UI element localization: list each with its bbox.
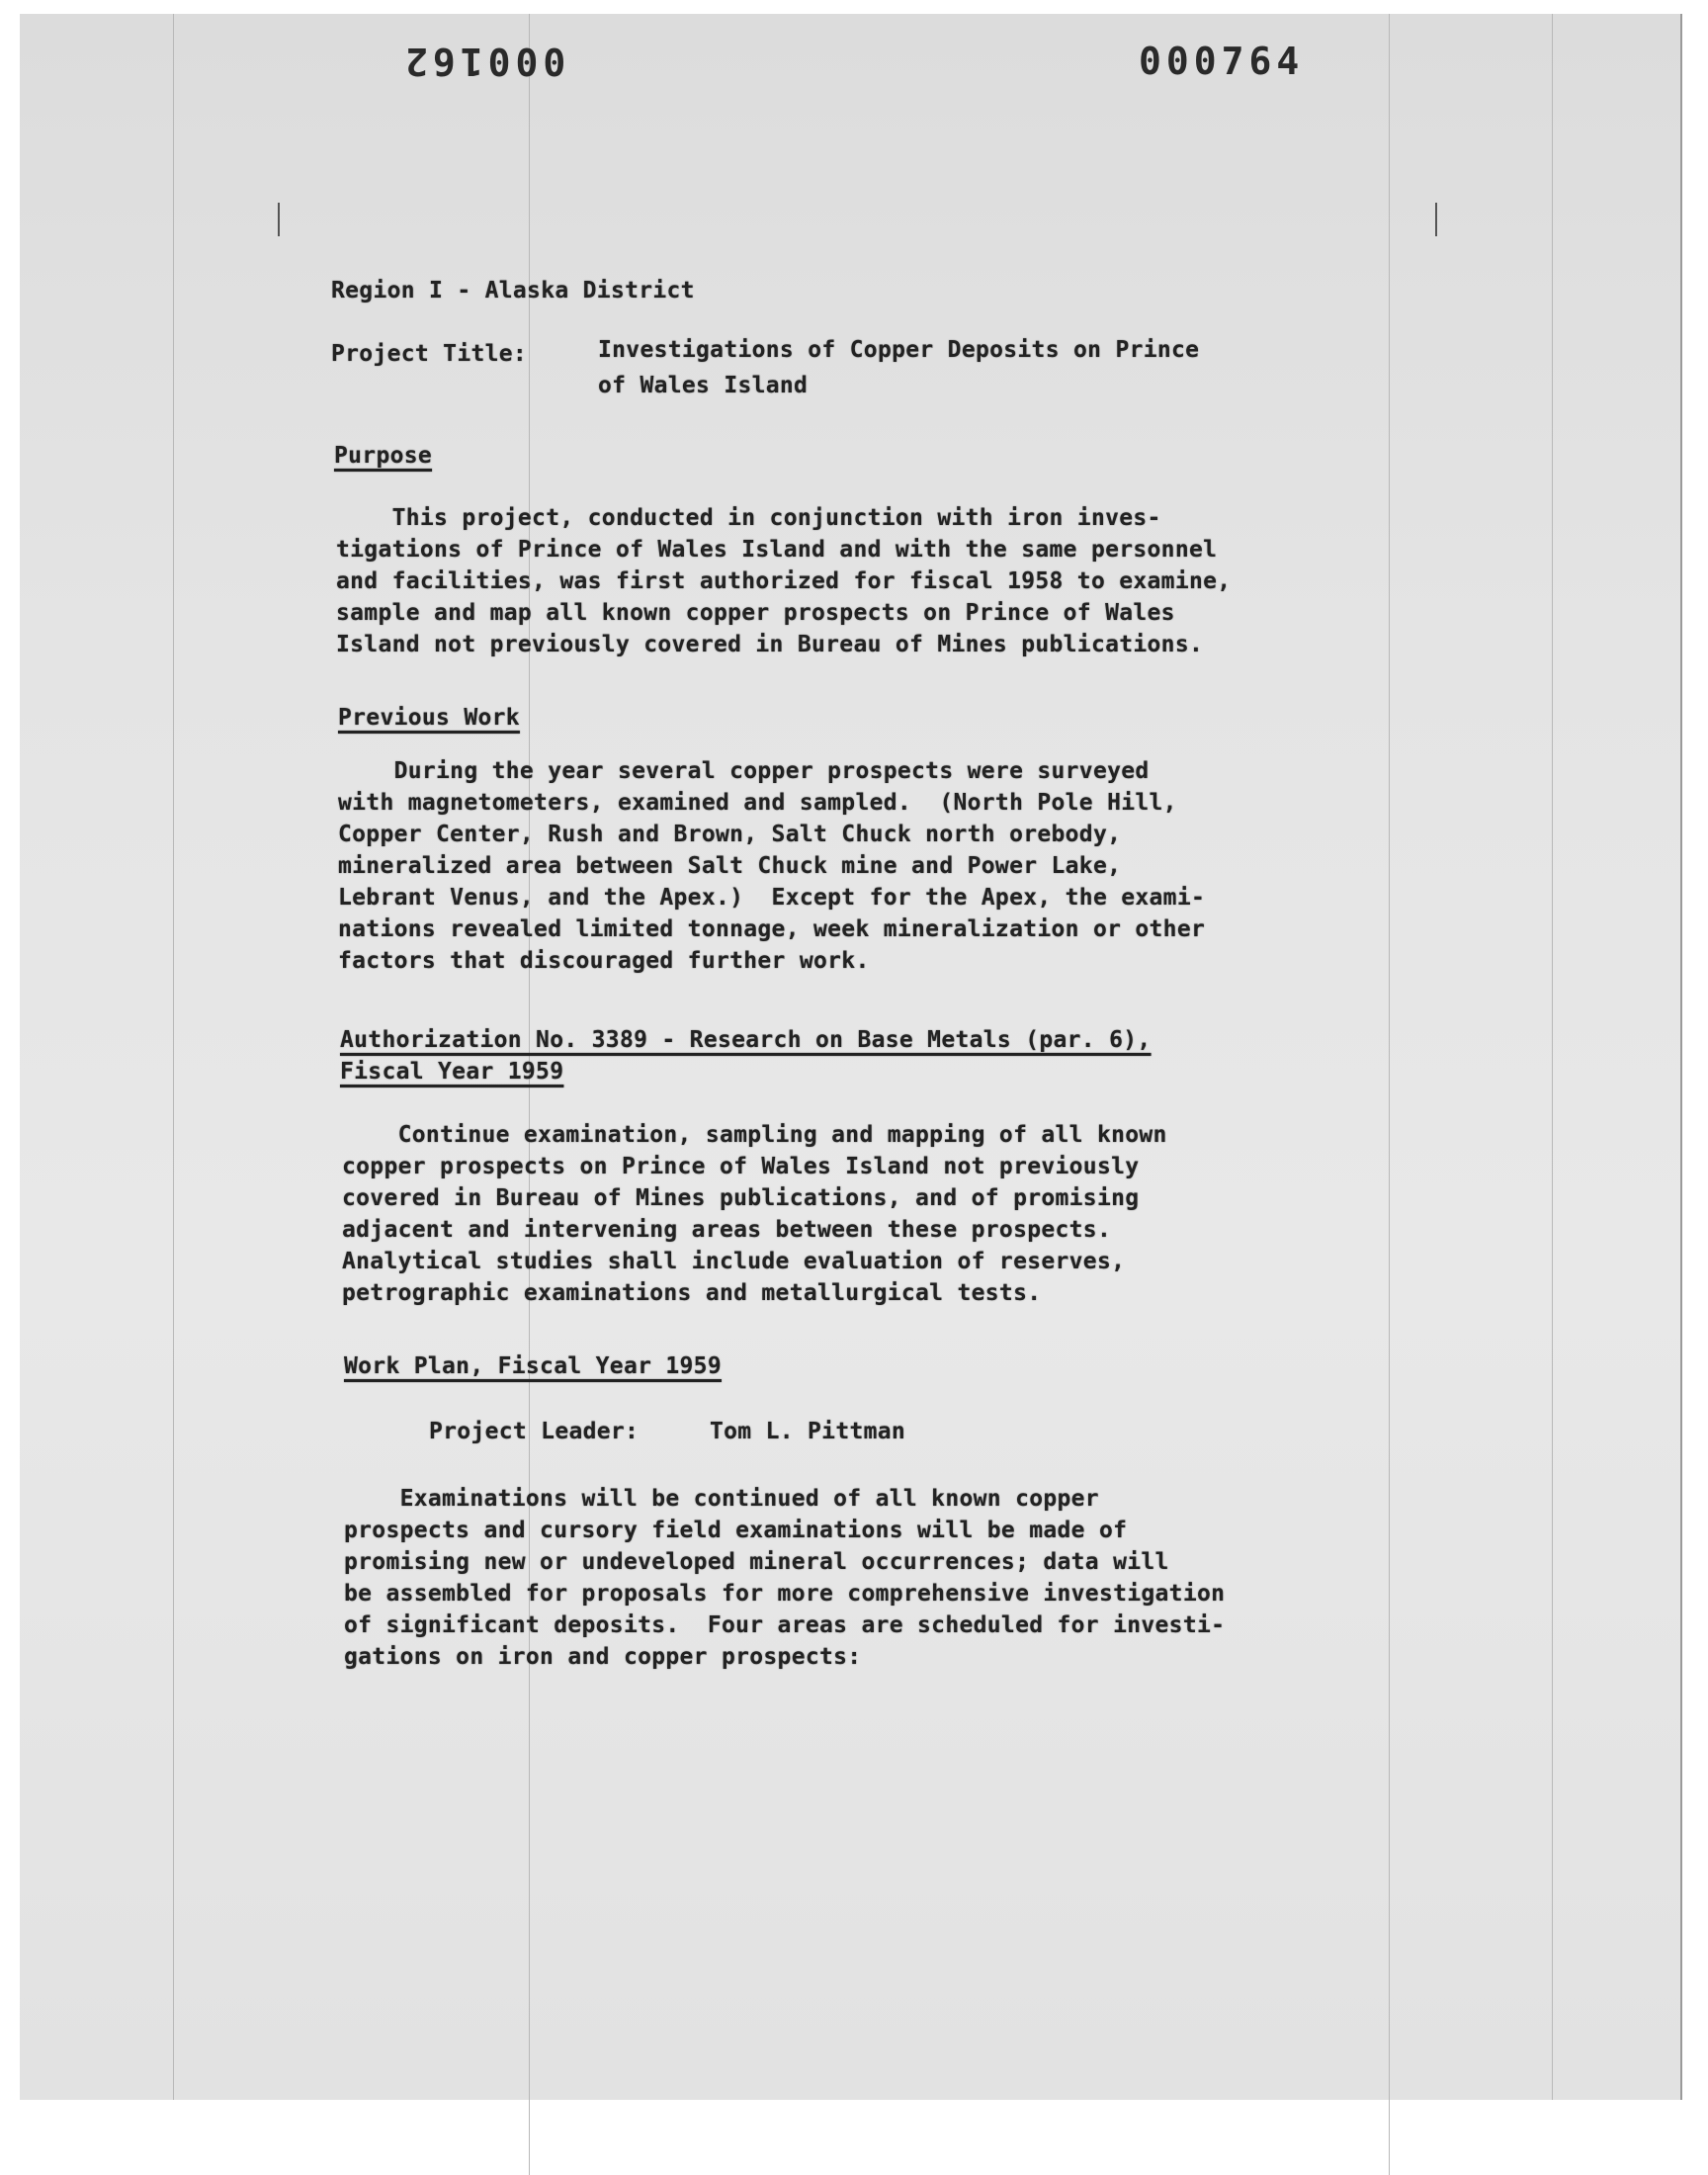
project-leader-label: Project Leader: <box>429 1419 640 1444</box>
project-title-label: Project Title: <box>331 341 528 367</box>
purpose-line: and facilities, was first authorized for fiscal 1958 to examine, <box>336 568 1232 594</box>
project-title-line-1: Investigations of Copper Deposits on Prince <box>598 337 1200 363</box>
previous-work-line: factors that discouraged further work. <box>338 948 870 974</box>
previous-work-heading: Previous Work <box>338 705 520 731</box>
work-plan-line: promising new or undeveloped mineral occurrences; data will <box>344 1549 1169 1575</box>
purpose-line: sample and map all known copper prospects on Prince of Wales <box>336 600 1175 626</box>
authorization-line: copper prospects on Prince of Wales Island not previously <box>342 1154 1140 1179</box>
work-plan-line: Examinations will be continued of all known copper <box>344 1486 1099 1512</box>
previous-work-line: with magnetometers, examined and sampled. (North Pole Hill, <box>338 790 1177 816</box>
project-title-line-2: of Wales Island <box>598 373 809 398</box>
previous-work-line: Lebrant Venus, and the Apex.) Except for the Apex, the exami- <box>338 885 1206 911</box>
work-plan-heading: Work Plan, Fiscal Year 1959 <box>344 1353 722 1379</box>
authorization-heading-line-2: Fiscal Year 1959 <box>340 1059 564 1085</box>
previous-work-line: mineralized area between Salt Chuck mine and Power Lake, <box>338 853 1122 879</box>
page-stamp-left: 000162 <box>400 40 566 83</box>
previous-work-line: During the year several copper prospects were surveyed <box>338 758 1150 784</box>
authorization-line: Analytical studies shall include evaluation of reserves, <box>342 1249 1126 1274</box>
project-leader-name: Tom L. Pittman <box>710 1419 906 1444</box>
purpose-line: This project, conducted in conjunction with iron inves- <box>336 505 1161 531</box>
previous-work-line: Copper Center, Rush and Brown, Salt Chuck north orebody, <box>338 822 1122 847</box>
page-stamp-right: 000764 <box>1139 40 1305 83</box>
authorization-line: petrographic examinations and metallurgical tests. <box>342 1280 1042 1306</box>
purpose-line: tigations of Prince of Wales Island and with the same personnel <box>336 537 1218 563</box>
work-plan-line: be assembled for proposals for more comprehensive investigation <box>344 1581 1226 1607</box>
previous-work-line: nations revealed limited tonnage, week mineralization or other <box>338 916 1206 942</box>
authorization-line: adjacent and intervening areas between these prospects. <box>342 1217 1112 1243</box>
work-plan-line: gations on iron and copper prospects: <box>344 1644 862 1670</box>
authorization-heading-line-1: Authorization No. 3389 - Research on Base Metals (par. 6), <box>340 1027 1152 1053</box>
work-plan-line: of significant deposits. Four areas are scheduled for investi- <box>344 1612 1226 1638</box>
authorization-line: Continue examination, sampling and mapping of all known <box>342 1122 1167 1148</box>
work-plan-line: prospects and cursory field examinations will be made of <box>344 1518 1128 1543</box>
purpose-heading: Purpose <box>334 443 433 469</box>
authorization-line: covered in Bureau of Mines publications, and of promising <box>342 1185 1140 1211</box>
purpose-line: Island not previously covered in Bureau of Mines publications. <box>336 632 1204 657</box>
region-heading: Region I - Alaska District <box>331 278 695 304</box>
